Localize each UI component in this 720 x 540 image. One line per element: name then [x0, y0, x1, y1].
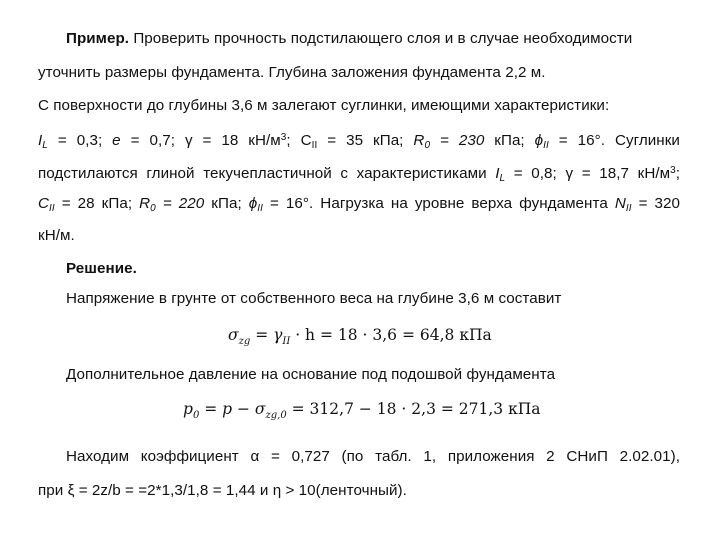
phi-symbol: ϕ [534, 132, 544, 149]
alpha-text: Находим коэффициент α = 0,727 (по табл. 1, приложения 2 СНиП 2.02.01), [66, 448, 680, 465]
alpha-text-line [66, 448, 680, 466]
example-line-1 [66, 30, 632, 48]
solution-heading-line [66, 260, 137, 278]
xi-text: при ξ = 2z/b = =2*1,3/1,8 = 1,44 и η > 10(ленточный). [38, 482, 407, 499]
example-label: Пример. [66, 30, 130, 47]
clay-r0-unit: кПа; [204, 195, 249, 212]
task-text-3: С поверхности до глубины 3,6 м залегают суглинки, имеющими характеристики: [38, 97, 610, 114]
formula2-mid: = p − σ [199, 400, 266, 418]
n-symbol: N [614, 195, 626, 212]
example-line-5 [38, 162, 680, 188]
formula2-sigma-subscript: zg,0 [265, 410, 287, 421]
c-subscript: II [311, 140, 318, 151]
c-value: = 35 кПа; [317, 132, 404, 149]
e-symbol: e [112, 132, 121, 149]
formula1-gamma: = γ [250, 326, 283, 344]
example-line-2 [38, 64, 546, 82]
formula2-p-subscript: 0 [192, 410, 200, 421]
clay-text: подстилаются глиной текучепластичной с характеристиками [38, 165, 496, 182]
example-line-4 [38, 129, 680, 155]
formula1-gamma-subscript: II [282, 336, 291, 347]
formula1-sigma-subscript: zg [238, 336, 251, 347]
formula-p0 [183, 400, 541, 421]
load-unit: кН/м. [38, 227, 75, 244]
r0-unit: кПа; [484, 132, 525, 149]
formula1-rhs: · h = 18 · 3,6 = 64,8 кПа [290, 326, 492, 344]
clay-phi-subscript: II [257, 203, 263, 214]
c-symbol: ; C [286, 132, 312, 149]
load-text: = 16°. Нагрузка на уровне верха фундамента [262, 195, 615, 212]
formula1-sigma: σ [228, 326, 239, 344]
task-text-2: уточнить размеры фундамента. Глубина заложения фундамента 2,2 м. [38, 64, 546, 81]
additional-text: Дополнительное давление на основание под подошвой фундамента [66, 366, 556, 383]
clay-il-subscript: L [499, 173, 506, 184]
clay-gamma-superscript: 3 [670, 165, 676, 176]
clay-r0-symbol: R [139, 195, 151, 212]
e-value: = 0,7; [120, 132, 175, 149]
clay-c-symbol: C [38, 195, 50, 212]
stress-text-line [66, 290, 561, 308]
clay-phi-symbol: ϕ [248, 195, 258, 212]
clay-line-end: ; [675, 165, 681, 182]
n-value: = 320 [631, 195, 681, 212]
solution-heading: Решение. [66, 260, 137, 277]
example-line-3 [38, 97, 609, 115]
il-subscript: L [42, 140, 48, 151]
formula2-p: p [183, 400, 193, 418]
clay-c-subscript: II [49, 203, 55, 214]
clay-gamma-value: γ = 18,7 кН/м [565, 165, 671, 182]
example-line-6 [38, 195, 680, 218]
il-symbol: I [38, 132, 43, 149]
r0-subscript: 0 [424, 140, 431, 151]
clay-il-value: = 0,8; [505, 165, 566, 182]
formula-sigma-zg [228, 326, 492, 347]
gamma-value: γ = 18 кН/м [184, 132, 281, 149]
stress-text: Напряжение в грунте от собственного веса на глубине 3,6 м составит [66, 290, 562, 307]
clay-r0-value: = 220 [155, 195, 205, 212]
phi-value: = 16°. Суглинки [548, 132, 680, 149]
clay-il-symbol: I [495, 165, 500, 182]
r0-value: = 230 [430, 132, 485, 149]
clay-c-value: = 28 кПа; [54, 195, 140, 212]
il-value: = 0,3; [47, 132, 103, 149]
formula2-rhs: = 312,7 − 18 · 2,3 = 271,3 кПа [286, 400, 541, 418]
phi-subscript: II [543, 140, 549, 151]
additional-text-line [66, 366, 555, 384]
xi-text-line [38, 482, 407, 500]
gamma-superscript: 3 [280, 132, 287, 143]
clay-r0-subscript: 0 [150, 203, 156, 214]
n-subscript: II [625, 203, 632, 214]
r0-symbol: R [413, 132, 425, 149]
example-line-7 [38, 227, 75, 245]
task-text-1: Проверить прочность подстилающего слоя и в случае необходимости [129, 30, 633, 47]
